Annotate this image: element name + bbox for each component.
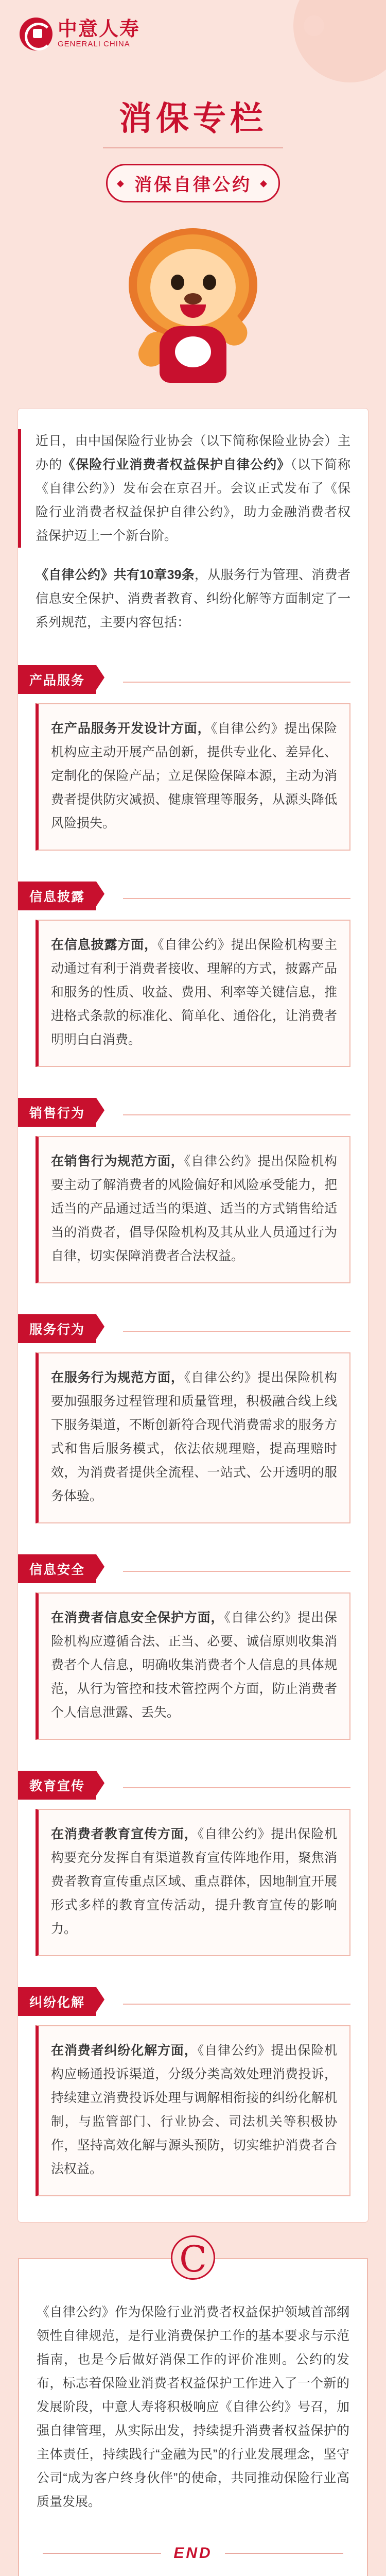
section-dispute: [29, 1987, 350, 2196]
logo-text-en: GENERALI CHINA: [58, 40, 130, 48]
intro-p2-suffix: ，从服务行为管理、消费者信息安全保护、消费者教育、纠纷化解等方面制定了一系列规范，主要内容包括：: [36, 568, 350, 630]
logo-text-cn: 中意人寿: [58, 19, 141, 40]
mascot-nose: [184, 293, 202, 304]
page-subtitle: ◆ 消保自律公约 ◆: [106, 164, 280, 202]
section-lead: 在消费者信息安全保护方面，: [51, 1611, 224, 1625]
intro-paragraph-2: [36, 563, 350, 634]
intro-paragraph-1: [36, 429, 350, 548]
section-tag: 纠纷化解: [18, 1987, 96, 2016]
header: [0, 0, 386, 77]
end-divider-right: [225, 2553, 343, 2554]
mascot-belly: [175, 336, 211, 367]
quote-icon: C: [171, 2235, 215, 2280]
end-divider-left: [43, 2553, 161, 2554]
generali-logo-icon: [20, 18, 52, 50]
section-disclosure: [29, 882, 350, 1067]
mascot-eye-left: [171, 275, 184, 290]
closing-text: 《自律公约》作为保险行业消费者权益保护领域首部纲领性自律规范，是行业消费保护工作的基本要求与示范指南，也是今后做好消保工作的评价准则。公约的发布，标志着保险业消费者权益保护工作进入了一个新的发展阶段，中意人寿将积极响应《自律公约》号召，加强自律管理，从实际出发，持续提升消费者权益保护的主体责任，持续践行“金融为民”的行业发展理念，坚守公司“成为客户终身伙伴”的使命，共同推动保险行业高质量发展。: [37, 2305, 349, 2509]
section-box: [36, 703, 350, 851]
section-tag: 销售行为: [18, 1098, 96, 1127]
section-sales: [29, 1098, 350, 1283]
end-label: END: [173, 2545, 213, 2562]
mascot-eye-right: [203, 275, 216, 290]
section-education: [29, 1771, 350, 1956]
section-box: [36, 2025, 350, 2196]
section-box: [36, 1352, 350, 1523]
subtitle-row: [0, 164, 386, 202]
section-lead: 在销售行为规范方面，: [51, 1154, 184, 1168]
section-box: [36, 920, 350, 1067]
section-text: [51, 2039, 337, 2181]
section-lead: 在产品服务开发设计方面，: [51, 721, 211, 736]
intro-p2-bold: 《自律公约》共有10章39条: [36, 568, 195, 582]
section-divider: [123, 1787, 350, 1788]
section-tag: 信息安全: [18, 1554, 96, 1583]
section-service: [29, 1314, 350, 1523]
section-body: 《自律公约》提出保险机构要加强服务过程管理和质量管理，积极融合线上线下服务渠道，不断创新符合现代消费需求的服务方式和售后服务模式，依法依规理赔，提高理赔时效，为消费者提供全流程、一站式、公开透明的服务体验。: [51, 1370, 337, 1503]
intro-p1-bold: 《保险行业消费者权益保护自律公约》: [62, 457, 291, 472]
section-body: 《自律公约》提出保险机构要主动了解消费者的风险偏好和风险承受能力，把适当的产品通过适当的渠道、适当的方式销售给适当的消费者，倡导保险机构及其从业人员通过行为自律，切实保障消费者合法权益。: [51, 1154, 337, 1263]
section-divider: [123, 1571, 350, 1572]
section-info-security: [29, 1554, 350, 1740]
intro-accent-bar: [18, 429, 21, 548]
section-text: [51, 1606, 337, 1724]
section-body: 《自律公约》提出保险机构应主动开展产品创新，提供专业化、差异化、定制化的保险产品；立足保险保障本源，主动为消费者提供防灾减损、健康管理等服务，从源头降低风险损失。: [51, 721, 337, 831]
section-body: 《自律公约》提出保险机构应遵循合法、正当、必要、诚信原则收集消费者个人信息，明确收集消费者个人信息的具体规范，从行为管控和技术管控两个方面，防止消费者个人信息泄露、丢失。: [51, 1611, 337, 1720]
section-tag: 服务行为: [18, 1314, 96, 1343]
section-lead: 在消费者教育宣传方面，: [51, 1827, 198, 1841]
section-tag: 教育宣传: [18, 1771, 96, 1800]
section-divider: [123, 1114, 350, 1115]
content-card: [18, 409, 368, 2222]
lion-mascot-illustration: [108, 223, 278, 393]
section-body: 《自律公约》提出保险机构应畅通投诉渠道，分级分类高效处理消费投诉，持续建立消费投诉处理与调解相衔接的纠纷化解机制，与监管部门、行业协会、司法机关等积极协作，坚持高效化解与源头预防，切实维护消费者合法权益。: [51, 2043, 337, 2176]
intro-p1-suffix: （以下简称《自律公约》）发布会在京召开。会议正式发布了《保险行业消费者权益保护自律公约》，助力金融消费者权益保护迈上一个新台阶。: [36, 457, 350, 543]
section-box: [36, 1136, 350, 1283]
intro-p1-prefix: 近日，由中国保险行业协会（以下简称保险业协会）主办的: [36, 434, 350, 472]
page-title: 消保专栏: [119, 100, 267, 137]
section-text: [51, 933, 337, 1052]
closing-box: [18, 2238, 368, 2576]
section-box: [36, 1809, 350, 1956]
title-divider: [103, 147, 283, 148]
section-product-service: [29, 665, 350, 851]
section-text: [51, 1149, 337, 1268]
section-lead: 在信息披露方面，: [51, 938, 158, 952]
section-lead: 在消费者纠纷化解方面，: [51, 2043, 198, 2058]
decorative-circle: [293, 0, 386, 82]
title-block: [0, 98, 386, 202]
section-text: [51, 1822, 337, 1941]
section-divider: [123, 1331, 350, 1332]
section-body: 《自律公约》提出保险机构要主动通过有利于消费者接收、理解的方式，披露产品和服务的性质、收益、费用、利率等关键信息，推进格式条款的标准化、简单化、通俗化，让消费者明明白白消费。: [51, 938, 337, 1047]
section-text: [51, 717, 337, 835]
section-text: [51, 1366, 337, 1508]
section-body: 《自律公约》提出保险机构要充分发挥自有渠道教育宣传阵地作用，聚焦消费者教育宣传重点区域、重点群体，因地制宜开展形式多样的教育宣传活动，提升教育宣传的影响力。: [51, 1827, 337, 1936]
section-divider: [123, 2004, 350, 2005]
section-lead: 在服务行为规范方面，: [51, 1370, 184, 1385]
end-marker: [37, 2545, 349, 2562]
section-divider: [123, 682, 350, 683]
section-tag: 产品服务: [18, 665, 96, 694]
section-box: [36, 1592, 350, 1740]
section-tag: 信息披露: [18, 882, 96, 910]
decorative-circle-small: [304, 15, 324, 36]
section-divider: [123, 898, 350, 899]
